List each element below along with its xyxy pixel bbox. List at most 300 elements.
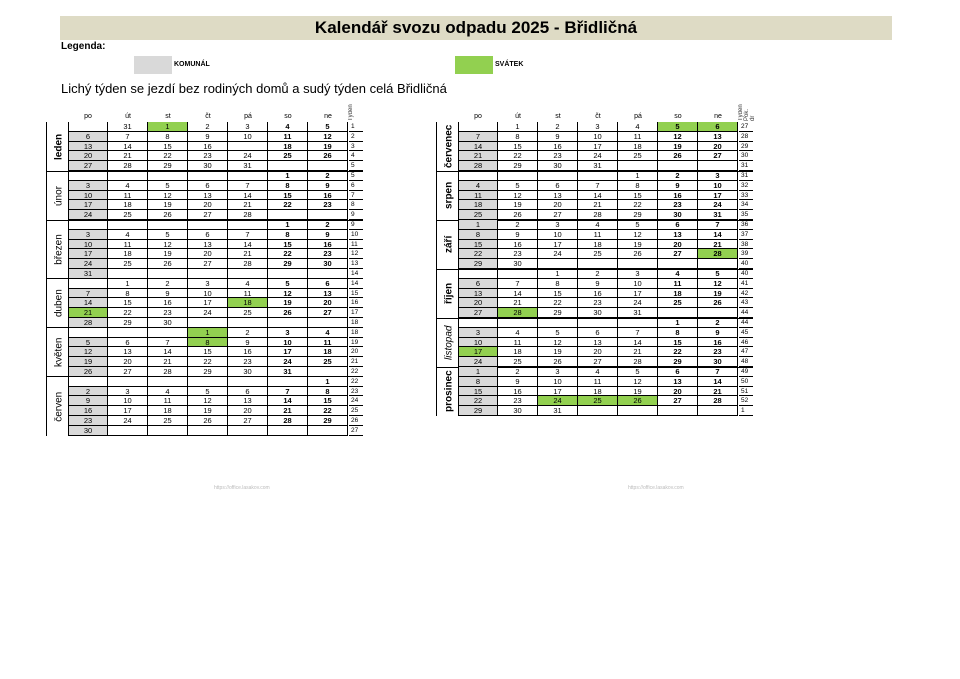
day-cell: 4 [458, 181, 498, 191]
day-cell: 17 [68, 200, 108, 210]
day-cell: 25 [228, 308, 268, 318]
empty-day-cell [458, 269, 498, 279]
day-cell: 16 [228, 347, 268, 357]
day-cell: 18 [148, 406, 188, 416]
week-number: 36 [739, 220, 753, 230]
week-row [458, 161, 758, 171]
week-number: 35 [739, 210, 753, 220]
week-number: 24 [349, 396, 363, 406]
day-cell: 7 [268, 387, 308, 397]
week-number: 9 [349, 210, 363, 220]
day-cell: 15 [498, 142, 538, 152]
day-cell: 25 [458, 210, 498, 220]
week-number: 12 [349, 249, 363, 259]
day-cell: 15 [108, 298, 148, 308]
day-cell: 9 [698, 328, 738, 338]
page-title: Kalendář svozu odpadu 2025 - Břidličná [60, 16, 892, 40]
day-cell: 6 [538, 181, 578, 191]
week-row [458, 406, 758, 416]
day-cell: 9 [68, 396, 108, 406]
empty-day-cell [68, 220, 108, 230]
week-number: 18 [349, 318, 363, 328]
day-cell: 28 [268, 416, 308, 426]
day-cell: 12 [308, 132, 348, 142]
day-cell: 23 [538, 151, 578, 161]
day-cell: 13 [658, 377, 698, 387]
day-cell: 18 [108, 200, 148, 210]
empty-day-cell [698, 406, 738, 416]
empty-day-cell [618, 318, 658, 328]
day-cell: 5 [498, 181, 538, 191]
day-cell: 4 [148, 387, 188, 397]
day-cell: 18 [658, 289, 698, 299]
day-cell: 11 [578, 377, 618, 387]
day-cell: 28 [228, 259, 268, 269]
empty-day-cell [188, 377, 228, 387]
empty-day-cell [498, 269, 538, 279]
week-row [68, 396, 368, 406]
week-number: 14 [349, 279, 363, 289]
empty-day-cell [68, 279, 108, 289]
week-row [68, 161, 368, 171]
week-row [458, 171, 758, 181]
day-cell: 13 [188, 240, 228, 250]
day-header: pá [244, 113, 252, 120]
week-number: 48 [739, 357, 753, 367]
day-cell: 5 [538, 328, 578, 338]
day-cell: 14 [458, 142, 498, 152]
day-cell: 11 [308, 338, 348, 348]
day-cell: 1 [108, 279, 148, 289]
empty-day-cell [228, 426, 268, 436]
day-cell: 6 [68, 132, 108, 142]
day-cell: 9 [658, 181, 698, 191]
day-cell: 1 [498, 122, 538, 132]
day-cell: 15 [148, 142, 188, 152]
day-cell: 6 [228, 387, 268, 397]
week-number: 3 [349, 142, 363, 152]
legend-label: Legenda: [61, 41, 106, 52]
week-row [68, 171, 368, 181]
day-cell: 29 [618, 210, 658, 220]
day-cell: 21 [228, 200, 268, 210]
day-cell: 28 [618, 357, 658, 367]
empty-day-cell [698, 259, 738, 269]
day-cell: 2 [308, 220, 348, 230]
day-cell: 1 [618, 171, 658, 181]
day-cell: 4 [228, 279, 268, 289]
empty-day-cell [68, 122, 108, 132]
day-cell: 18 [578, 387, 618, 397]
day-cell: 24 [268, 357, 308, 367]
day-cell: 15 [538, 289, 578, 299]
day-cell: 31 [618, 308, 658, 318]
empty-day-cell [658, 308, 698, 318]
week-number: 49 [739, 367, 753, 377]
day-header: pá [634, 113, 642, 120]
week-row [458, 191, 758, 201]
week-number: 9 [349, 220, 363, 230]
day-cell: 27 [68, 161, 108, 171]
week-number: 18 [349, 328, 363, 338]
day-cell: 17 [538, 240, 578, 250]
day-cell: 2 [538, 122, 578, 132]
empty-day-cell [148, 171, 188, 181]
day-header: st [555, 113, 561, 120]
day-cell: 1 [538, 269, 578, 279]
day-cell: 7 [698, 367, 738, 377]
day-cell: 15 [268, 240, 308, 250]
day-cell: 16 [308, 191, 348, 201]
week-row [68, 338, 368, 348]
week-row [458, 142, 758, 152]
empty-day-cell [148, 426, 188, 436]
day-cell: 23 [228, 357, 268, 367]
week-row [458, 377, 758, 387]
grid-left-rule [46, 122, 47, 436]
day-cell: 21 [498, 298, 538, 308]
day-cell: 30 [188, 161, 228, 171]
month-label: listopad [443, 325, 455, 360]
day-cell: 10 [538, 377, 578, 387]
day-cell: 22 [268, 249, 308, 259]
day-cell: 7 [458, 132, 498, 142]
week-row [68, 220, 368, 230]
day-cell: 10 [578, 132, 618, 142]
day-cell: 27 [538, 210, 578, 220]
day-cell: 16 [498, 387, 538, 397]
day-cell: 21 [148, 357, 188, 367]
week-number: 10 [349, 230, 363, 240]
day-cell: 12 [658, 132, 698, 142]
day-cell: 20 [698, 142, 738, 152]
day-header: čt [205, 113, 211, 120]
day-cell: 3 [578, 122, 618, 132]
day-cell: 26 [618, 396, 658, 406]
month-label: duben [53, 289, 65, 318]
empty-day-cell [108, 171, 148, 181]
day-cell: 17 [538, 387, 578, 397]
empty-day-cell [308, 210, 348, 220]
day-cell: 5 [68, 338, 108, 348]
day-cell: 18 [308, 347, 348, 357]
day-cell: 2 [148, 279, 188, 289]
day-cell: 6 [658, 220, 698, 230]
week-number: 43 [739, 298, 753, 308]
day-cell: 24 [538, 249, 578, 259]
day-cell: 28 [228, 210, 268, 220]
day-cell: 1 [458, 220, 498, 230]
day-cell: 3 [228, 122, 268, 132]
week-row [68, 181, 368, 191]
week-number: 28 [739, 132, 753, 142]
week-number: 27 [349, 426, 363, 436]
day-cell: 4 [498, 328, 538, 338]
day-cell: 13 [698, 132, 738, 142]
day-cell: 8 [148, 132, 188, 142]
day-cell: 20 [188, 249, 228, 259]
day-cell: 26 [698, 298, 738, 308]
day-cell: 25 [618, 151, 658, 161]
day-cell: 15 [268, 191, 308, 201]
week-row [68, 210, 368, 220]
day-cell: 18 [578, 240, 618, 250]
day-cell: 31 [578, 161, 618, 171]
day-cell: 3 [68, 230, 108, 240]
day-cell: 27 [308, 308, 348, 318]
day-cell: 26 [658, 151, 698, 161]
empty-day-cell [268, 426, 308, 436]
day-cell: 24 [188, 308, 228, 318]
week-row [68, 426, 368, 436]
day-cell: 25 [578, 249, 618, 259]
week-row [68, 387, 368, 397]
day-cell: 22 [268, 200, 308, 210]
day-cell: 17 [188, 298, 228, 308]
week-number: 21 [349, 357, 363, 367]
day-cell: 25 [148, 416, 188, 426]
day-cell: 29 [108, 318, 148, 328]
week-row [68, 259, 368, 269]
day-cell: 12 [618, 230, 658, 240]
week-header: Týden [348, 104, 354, 121]
empty-day-cell [68, 171, 108, 181]
day-cell: 23 [658, 200, 698, 210]
month-label: září [443, 235, 455, 254]
day-header: ne [324, 113, 332, 120]
day-cell: 22 [498, 151, 538, 161]
day-cell: 6 [308, 279, 348, 289]
week-number: 39 [739, 249, 753, 259]
week-number: 7 [349, 191, 363, 201]
day-cell: 6 [698, 122, 738, 132]
day-cell: 17 [68, 249, 108, 259]
day-cell: 9 [188, 132, 228, 142]
day-cell: 23 [68, 416, 108, 426]
month-label: srpen [443, 181, 455, 210]
month-label: únor [53, 185, 65, 206]
empty-day-cell [578, 171, 618, 181]
day-cell: 21 [268, 406, 308, 416]
day-header: út [515, 113, 521, 120]
week-number: 37 [739, 230, 753, 240]
week-number: 2 [349, 132, 363, 142]
empty-day-cell [188, 220, 228, 230]
empty-day-cell [108, 328, 148, 338]
day-cell: 27 [188, 259, 228, 269]
week-number: 17 [349, 308, 363, 318]
day-cell: 19 [618, 387, 658, 397]
day-cell: 14 [698, 377, 738, 387]
day-cell: 9 [498, 230, 538, 240]
week-number: 5 [349, 171, 363, 181]
day-cell: 19 [188, 406, 228, 416]
day-cell: 8 [308, 387, 348, 397]
day-cell: 27 [188, 210, 228, 220]
day-cell: 26 [148, 210, 188, 220]
week-number: 5 [349, 161, 363, 171]
week-row [458, 318, 758, 328]
day-cell: 1 [268, 220, 308, 230]
day-cell: 28 [68, 318, 108, 328]
day-cell: 11 [498, 338, 538, 348]
day-cell: 16 [698, 338, 738, 348]
empty-day-cell [618, 161, 658, 171]
week-number: 29 [739, 142, 753, 152]
day-cell: 24 [618, 298, 658, 308]
week-row [458, 338, 758, 348]
day-cell: 8 [458, 377, 498, 387]
schedule-note: Lichý týden se jezdí bez rodiných domů a sudý týden celá Břidličná [61, 81, 447, 96]
day-cell: 12 [618, 377, 658, 387]
day-cell: 21 [578, 200, 618, 210]
day-header: po [474, 113, 482, 120]
day-cell: 5 [148, 230, 188, 240]
day-cell: 14 [268, 396, 308, 406]
empty-day-cell [538, 318, 578, 328]
day-cell: 11 [108, 191, 148, 201]
day-cell: 19 [618, 240, 658, 250]
week-row [68, 416, 368, 426]
day-cell: 8 [498, 132, 538, 142]
day-cell: 24 [578, 151, 618, 161]
day-cell: 17 [578, 142, 618, 152]
week-row [458, 200, 758, 210]
week-row [68, 308, 368, 318]
day-cell: 5 [268, 279, 308, 289]
day-cell: 27 [228, 416, 268, 426]
day-cell: 19 [698, 289, 738, 299]
day-cell: 30 [498, 259, 538, 269]
day-cell: 2 [498, 367, 538, 377]
day-cell: 10 [698, 181, 738, 191]
day-cell: 24 [698, 200, 738, 210]
week-number: 4 [349, 151, 363, 161]
empty-day-cell [188, 426, 228, 436]
week-number: 47 [739, 347, 753, 357]
day-cell: 13 [538, 191, 578, 201]
day-cell: 1 [308, 377, 348, 387]
day-cell: 14 [698, 230, 738, 240]
empty-day-cell [698, 308, 738, 318]
week-number: 8 [349, 200, 363, 210]
day-cell: 6 [108, 338, 148, 348]
footer-link: https://office.lasakov.com [214, 485, 270, 491]
week-number: 22 [349, 377, 363, 387]
week-number: 44 [739, 318, 753, 328]
day-cell: 1 [658, 318, 698, 328]
day-cell: 19 [268, 298, 308, 308]
day-cell: 9 [228, 338, 268, 348]
day-cell: 29 [658, 357, 698, 367]
empty-day-cell [268, 377, 308, 387]
week-row [68, 200, 368, 210]
footer-link: https://office.lasakov.com [628, 485, 684, 491]
week-number: 31 [739, 161, 753, 171]
day-cell: 30 [658, 210, 698, 220]
day-cell: 23 [498, 249, 538, 259]
day-cell: 3 [538, 367, 578, 377]
day-cell: 7 [498, 279, 538, 289]
empty-day-cell [268, 161, 308, 171]
day-cell: 20 [538, 200, 578, 210]
day-cell: 7 [228, 181, 268, 191]
week-header: Týden Pok. dr [738, 104, 756, 121]
month-label: březen [53, 234, 65, 265]
day-cell: 13 [68, 142, 108, 152]
week-number: 38 [739, 240, 753, 250]
empty-day-cell [578, 259, 618, 269]
day-cell: 10 [538, 230, 578, 240]
day-cell: 31 [68, 269, 108, 279]
day-cell: 21 [698, 240, 738, 250]
day-cell: 27 [658, 249, 698, 259]
day-cell: 20 [108, 357, 148, 367]
day-cell: 21 [228, 249, 268, 259]
day-cell: 15 [618, 191, 658, 201]
day-cell: 20 [228, 406, 268, 416]
empty-day-cell [308, 426, 348, 436]
week-row [458, 259, 758, 269]
day-cell: 20 [458, 298, 498, 308]
day-cell: 10 [68, 240, 108, 250]
day-cell: 12 [148, 240, 188, 250]
day-cell: 12 [538, 338, 578, 348]
day-cell: 7 [698, 220, 738, 230]
week-row [68, 142, 368, 152]
empty-day-cell [498, 318, 538, 328]
empty-day-cell [228, 220, 268, 230]
day-cell: 3 [618, 269, 658, 279]
day-cell: 2 [308, 171, 348, 181]
day-cell: 28 [108, 161, 148, 171]
week-number: 33 [739, 191, 753, 201]
grid-left-rule [436, 122, 437, 416]
day-cell: 21 [68, 308, 108, 318]
day-cell: 29 [458, 259, 498, 269]
day-cell: 3 [458, 328, 498, 338]
day-cell: 23 [188, 151, 228, 161]
week-row [458, 357, 758, 367]
day-cell: 22 [308, 406, 348, 416]
day-cell: 14 [578, 191, 618, 201]
week-row [458, 249, 758, 259]
day-header: út [125, 113, 131, 120]
day-cell: 18 [498, 347, 538, 357]
week-number: 41 [739, 279, 753, 289]
day-cell: 4 [108, 181, 148, 191]
day-cell: 26 [268, 308, 308, 318]
week-row [458, 181, 758, 191]
day-cell: 16 [68, 406, 108, 416]
day-cell: 28 [698, 396, 738, 406]
day-cell: 31 [698, 210, 738, 220]
day-cell: 10 [188, 289, 228, 299]
day-cell: 30 [538, 161, 578, 171]
day-cell: 13 [188, 191, 228, 201]
day-cell: 4 [268, 122, 308, 132]
empty-day-cell [458, 171, 498, 181]
empty-day-cell [228, 377, 268, 387]
day-cell: 31 [228, 161, 268, 171]
day-cell: 26 [538, 357, 578, 367]
day-cell: 26 [618, 249, 658, 259]
empty-day-cell [578, 406, 618, 416]
day-cell: 16 [308, 240, 348, 250]
day-cell: 7 [108, 132, 148, 142]
week-number: 25 [349, 406, 363, 416]
day-header: so [674, 113, 682, 120]
